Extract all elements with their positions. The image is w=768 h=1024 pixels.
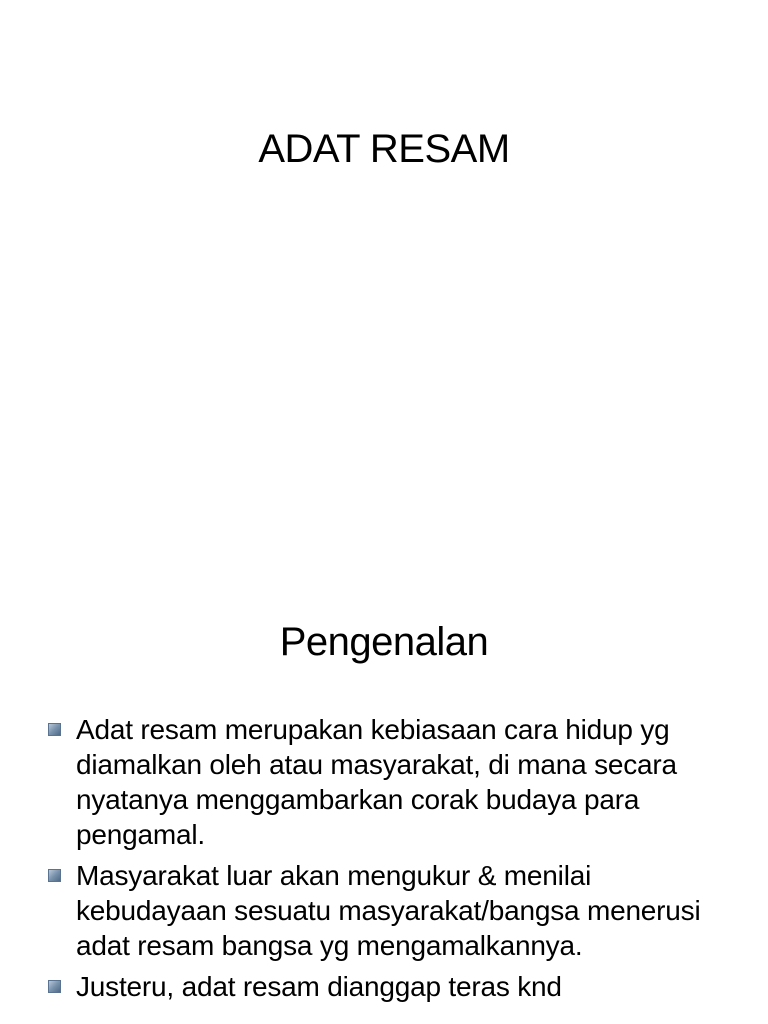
bullet-text: Adat resam merupakan kebiasaan cara hidup yg diamalkan oleh atau masyarakat, di mana secara nyatanya menggambarkan corak budaya para pengamal.: [76, 714, 677, 850]
slide-introduction: [0, 576, 768, 1024]
slide-heading: Pengenalan: [279, 620, 489, 664]
bullet-text: Masyarakat luar akan mengukur & menilai kebudayaan sesuatu masyarakat/bangsa menerusi adat resam bangsa yg mengamalkannya.: [76, 860, 701, 961]
bullet-text: Justeru, adat resam dianggap teras knd: [76, 971, 562, 1002]
square-bullet-icon: [48, 723, 61, 736]
bullet-item: [48, 858, 738, 963]
bullet-list: [48, 712, 738, 1010]
bullet-item: [48, 712, 738, 852]
slide-title: ADAT RESAM: [258, 127, 510, 171]
bullet-item: [48, 969, 738, 1004]
square-bullet-icon: [48, 869, 61, 882]
square-bullet-icon: [48, 980, 61, 993]
